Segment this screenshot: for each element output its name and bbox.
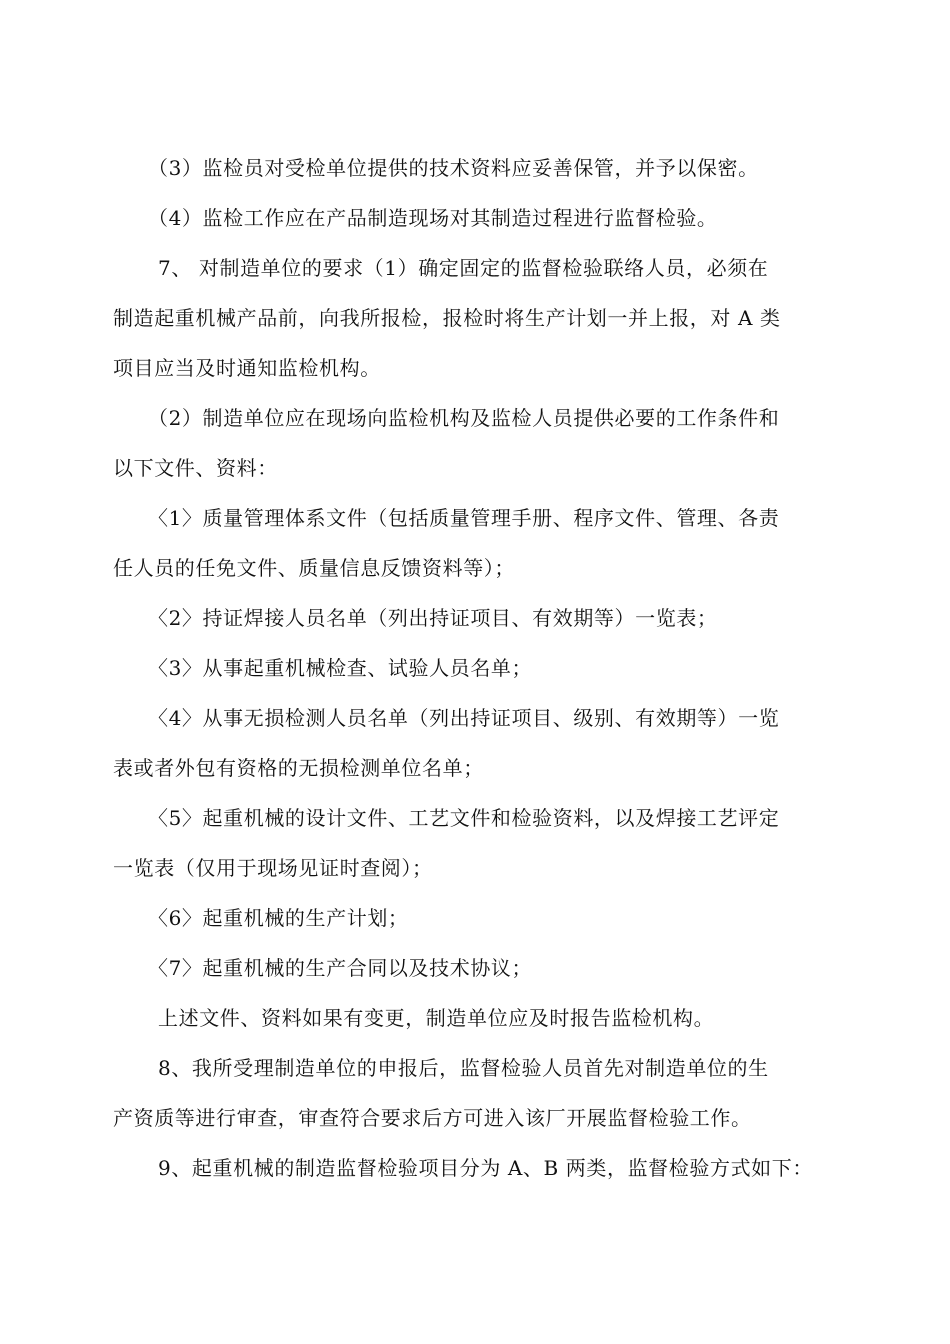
- paragraph-line: 〈2〉持证焊接人员名单（列出持证项目、有效期等）一览表；: [148, 606, 718, 630]
- paragraph-line: 以下文件、资料：: [113, 456, 278, 480]
- paragraph-line: 项目应当及时通知监检机构。: [113, 356, 381, 380]
- paragraph-line: （4）监检工作应在产品制造现场对其制造过程进行监督检验。: [148, 206, 718, 230]
- paragraph-line: 8、我所受理制造单位的申报后，监督检验人员首先对制造单位的生: [158, 1056, 769, 1080]
- paragraph-line: 产资质等进行审查，审查符合要求后方可进入该厂开展监督检验工作。: [113, 1106, 752, 1130]
- paragraph-line: 〈4〉从事无损检测人员名单（列出持证项目、级别、有效期等）一览: [148, 706, 780, 730]
- paragraph-line: 任人员的任免文件、质量信息反馈资料等）；: [113, 556, 515, 580]
- paragraph-line: （2）制造单位应在现场向监检机构及监检人员提供必要的工作条件和: [148, 406, 780, 430]
- paragraph-line: 制造起重机械产品前，向我所报检，报检时将生产计划一并上报，对 A 类: [113, 306, 781, 330]
- paragraph-line: 〈7〉起重机械的生产合同以及技术协议；: [148, 956, 533, 980]
- paragraph-line: 上述文件、资料如果有变更，制造单位应及时报告监检机构。: [158, 1006, 715, 1030]
- paragraph-line: 〈6〉起重机械的生产计划；: [148, 906, 409, 930]
- paragraph-line: 9、起重机械的制造监督检验项目分为 A、B 两类，监督检验方式如下：: [158, 1156, 813, 1180]
- paragraph-line: 一览表（仅用于现场见证时查阅）；: [113, 856, 433, 880]
- paragraph-line: （3）监检员对受检单位提供的技术资料应妥善保管，并予以保密。: [148, 156, 759, 180]
- paragraph-line: 〈5〉起重机械的设计文件、工艺文件和检验资料，以及焊接工艺评定: [148, 806, 780, 830]
- paragraph-line: 〈3〉从事起重机械检查、试验人员名单；: [148, 656, 533, 680]
- paragraph-line: 7、 对制造单位的要求（1）确定固定的监督检验联络人员，必须在: [158, 256, 769, 280]
- paragraph-line: 表或者外包有资格的无损检测单位名单；: [113, 756, 484, 780]
- paragraph-line: 〈1〉质量管理体系文件（包括质量管理手册、程序文件、管理、各责: [148, 506, 780, 530]
